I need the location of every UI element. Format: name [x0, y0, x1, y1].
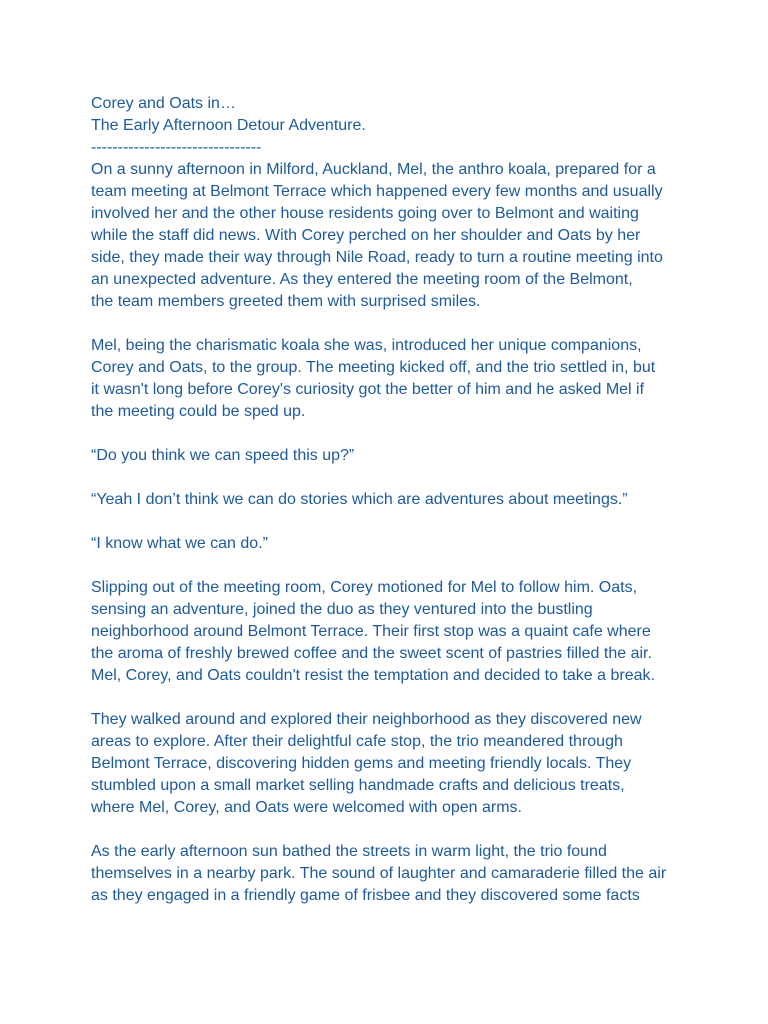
paragraph	[91, 489, 691, 511]
paragraph-line: the team members greeted them with surprised smiles.	[91, 293, 481, 310]
paragraph	[91, 335, 691, 423]
paragraph-line: neighborhood around Belmont Terrace. Their first stop was a quaint cafe where	[91, 623, 651, 640]
title-line-2: The Early Afternoon Detour Adventure.	[91, 117, 366, 134]
paragraph-line: areas to explore. After their delightful cafe stop, the trio meandered through	[91, 733, 623, 750]
paragraph-line: Belmont Terrace, discovering hidden gems and meeting friendly locals. They	[91, 755, 632, 772]
paragraph	[91, 577, 691, 687]
paragraph-line: “Yeah I don’t think we can do stories which are adventures about meetings.”	[91, 491, 628, 508]
title-line-1: Corey and Oats in…	[91, 95, 236, 112]
paragraph-line: it wasn't long before Corey's curiosity got the better of him and he asked Mel if	[91, 381, 645, 398]
paragraph	[91, 159, 691, 313]
paragraph-line: stumbled upon a small market selling handmade crafts and delicious treats,	[91, 777, 625, 794]
paragraph-line: “I know what we can do.”	[91, 535, 268, 552]
paragraph-line: Mel, Corey, and Oats couldn't resist the temptation and decided to take a break.	[91, 667, 655, 684]
paragraph-line: themselves in a nearby park. The sound of laughter and camaraderie filled the air	[91, 865, 667, 882]
paragraph	[91, 841, 691, 907]
paragraph	[91, 709, 691, 819]
paragraph-line: Corey and Oats, to the group. The meeting kicked off, and the trio settled in, but	[91, 359, 656, 376]
paragraph-line: They walked around and explored their neighborhood as they discovered new	[91, 711, 642, 728]
separator-line: --------------------------------	[91, 139, 262, 156]
paragraph-line: Mel, being the charismatic koala she was, introduced her unique companions,	[91, 337, 642, 354]
paragraph-line: As the early afternoon sun bathed the streets in warm light, the trio found	[91, 843, 607, 860]
paragraph-line: the aroma of freshly brewed coffee and the sweet scent of pastries filled the air.	[91, 645, 652, 662]
paragraph-line: an unexpected adventure. As they entered the meeting room of the Belmont,	[91, 271, 633, 288]
paragraph-line: while the staff did news. With Corey perched on her shoulder and Oats by her	[91, 227, 641, 244]
story-paragraphs	[91, 159, 691, 907]
paragraph	[91, 533, 691, 555]
paragraph-line: as they engaged in a friendly game of frisbee and they discovered some facts	[91, 887, 640, 904]
paragraph-line: sensing an adventure, joined the duo as they ventured into the bustling	[91, 601, 593, 618]
paragraph-line: Slipping out of the meeting room, Corey motioned for Mel to follow him. Oats,	[91, 579, 638, 596]
document-body	[91, 93, 691, 929]
paragraph-line: On a sunny afternoon in Milford, Auckland, Mel, the anthro koala, prepared for a	[91, 161, 656, 178]
paragraph-line: “Do you think we can speed this up?”	[91, 447, 355, 464]
paragraph	[91, 445, 691, 467]
story-header	[91, 93, 691, 159]
paragraph-line: side, they made their way through Nile Road, ready to turn a routine meeting into	[91, 249, 663, 266]
paragraph-line: team meeting at Belmont Terrace which happened every few months and usually	[91, 183, 663, 200]
paragraph-line: where Mel, Corey, and Oats were welcomed with open arms.	[91, 799, 522, 816]
paragraph-line: the meeting could be sped up.	[91, 403, 306, 420]
paragraph-line: involved her and the other house residents going over to Belmont and waiting	[91, 205, 639, 222]
